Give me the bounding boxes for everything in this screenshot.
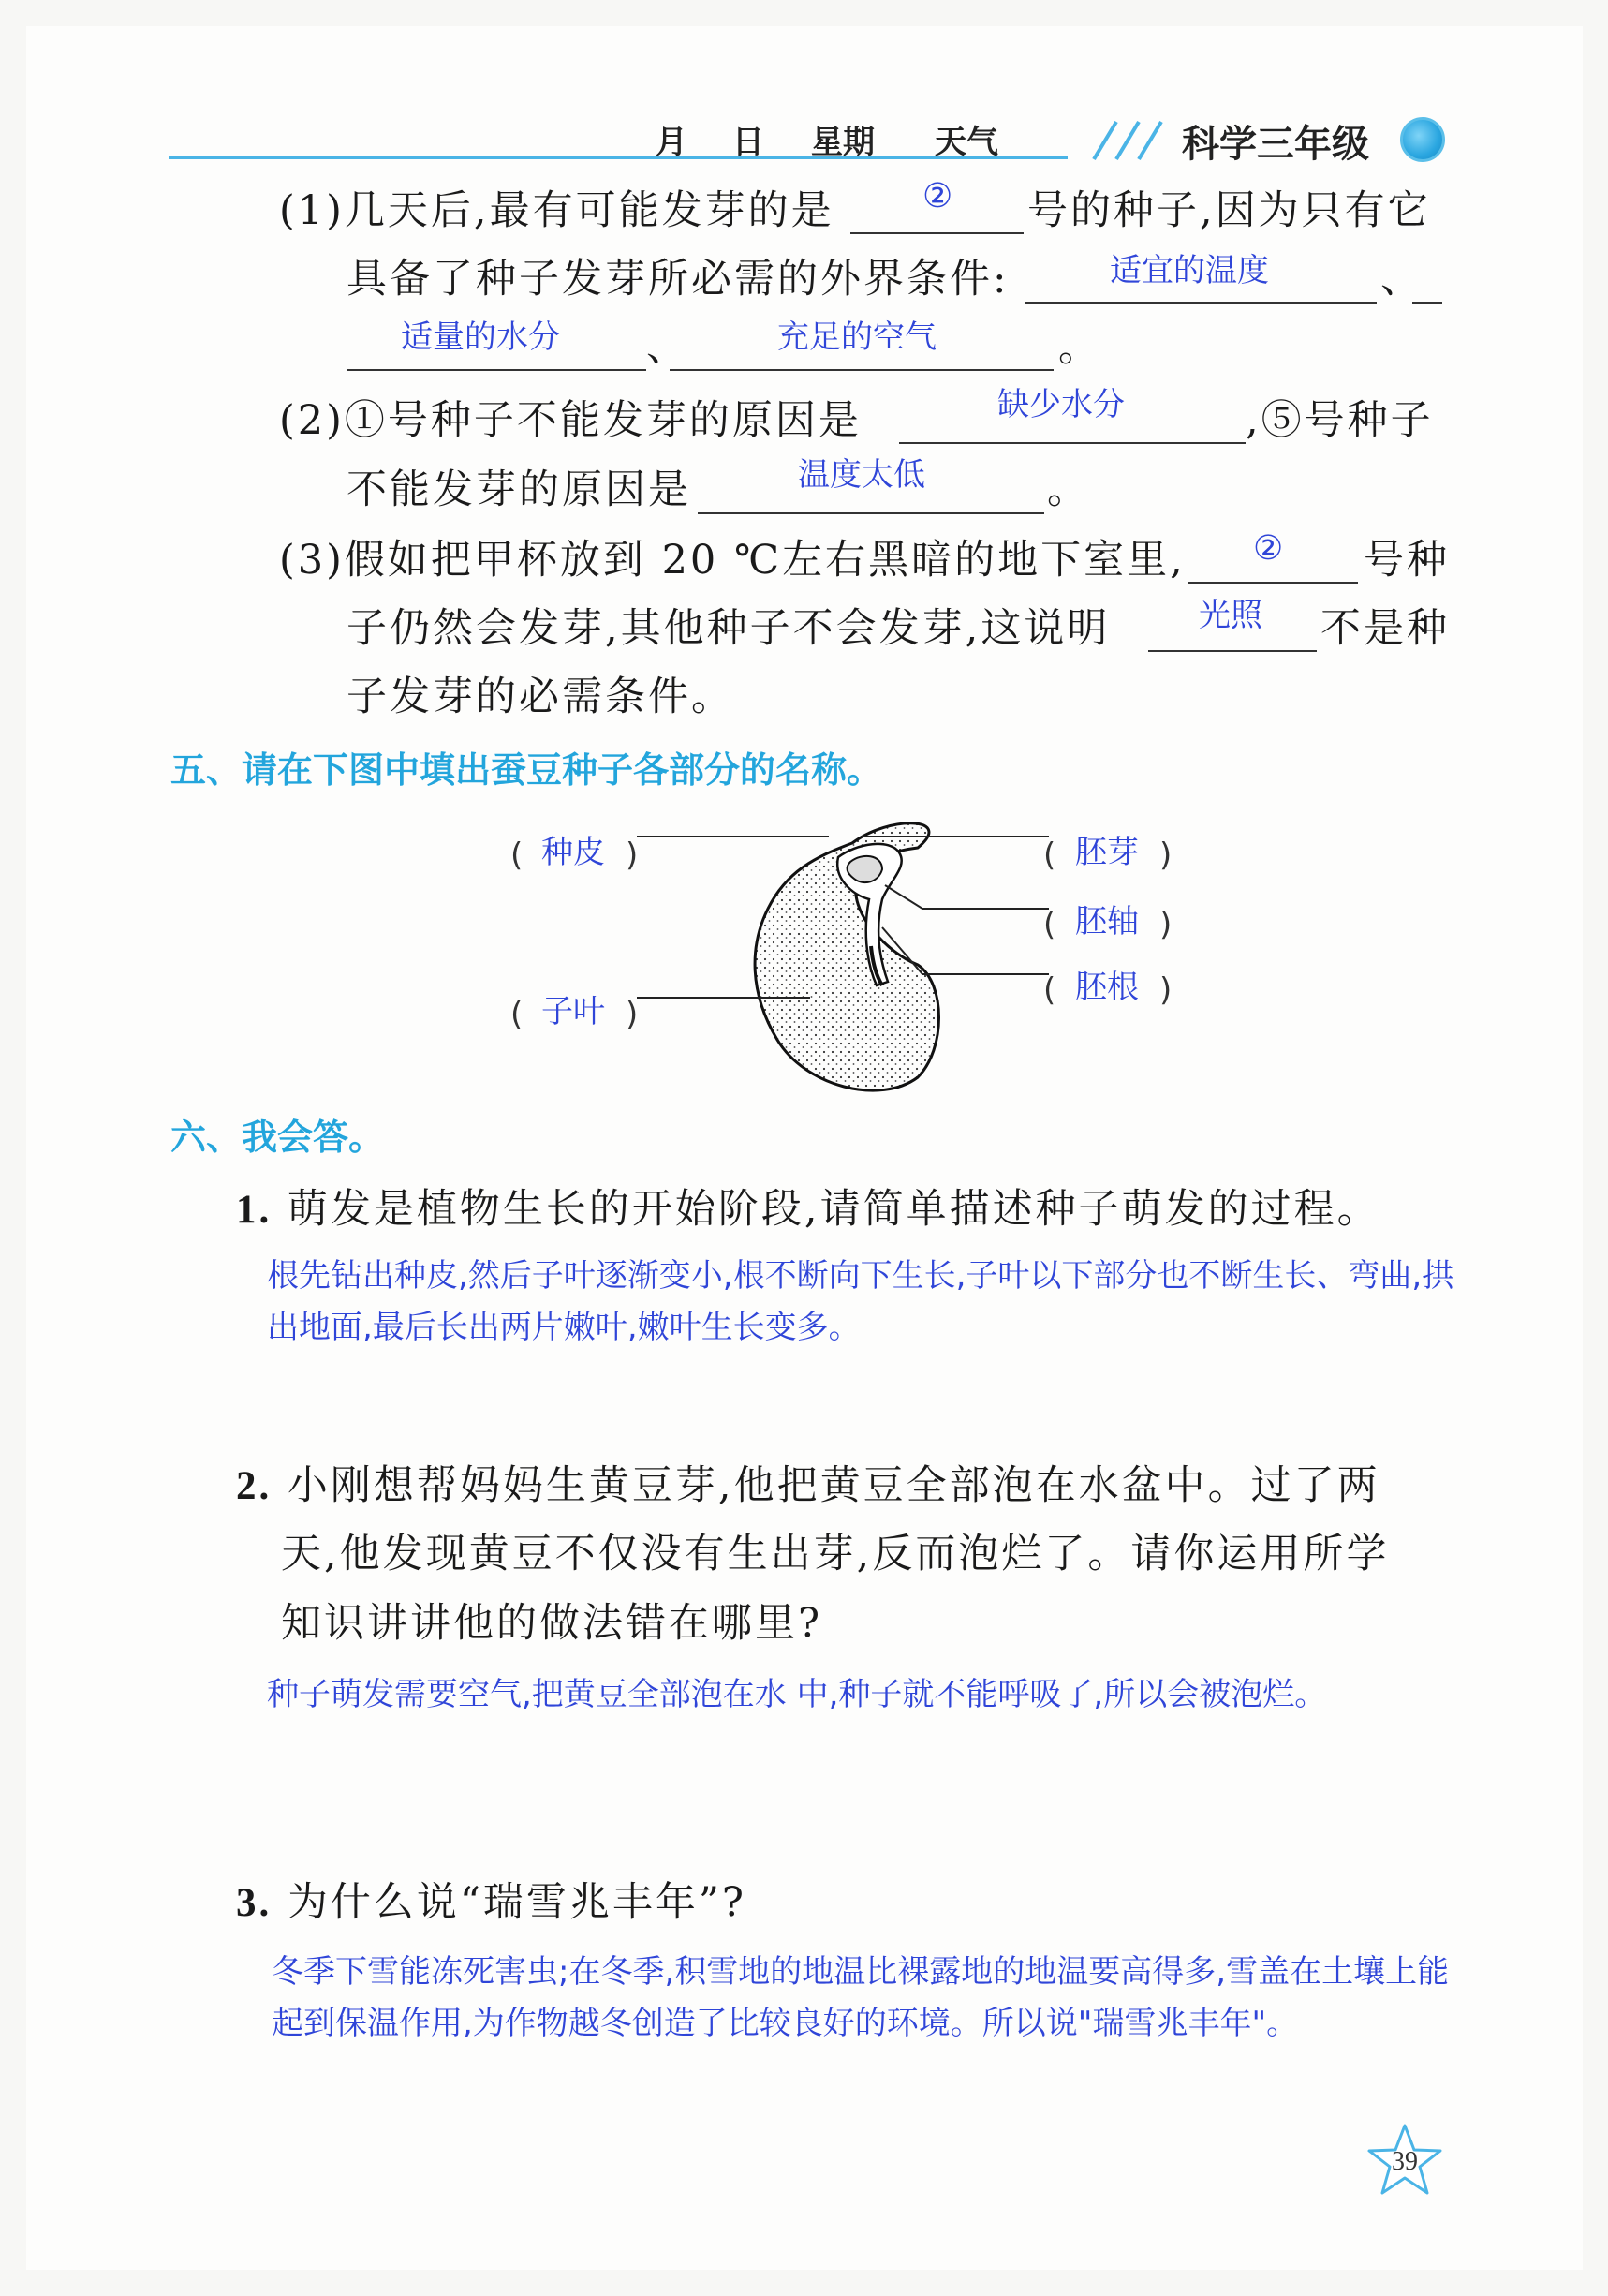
p6-q2-line3: 知识讲讲他的做法错在哪里? — [281, 1600, 823, 1647]
label-cotyledon-close: ) — [626, 996, 639, 1033]
label-radicle-open: ( — [1043, 971, 1056, 1009]
label-hypocotyl: 胚轴 — [1075, 903, 1139, 941]
part6-title: 六、我会答。 — [170, 1117, 385, 1158]
q3-blank-seed — [1188, 580, 1358, 584]
q3-blank-factor — [1148, 648, 1317, 652]
p6-q2-line1-text: 小刚想帮妈妈生黄豆芽,他把黄豆全部泡在水盆中。过了两 — [287, 1462, 1380, 1509]
leader-hypocotyl — [885, 885, 1049, 909]
p6-q2-line2: 天,他发现黄豆不仅没有生出芽,反而泡烂了。请你运用所学 — [281, 1531, 1390, 1578]
q3-line3: 子发芽的必需条件。 — [347, 674, 734, 720]
p6-q1-question — [236, 1186, 1380, 1233]
q1-line2-sep: 、 — [1380, 256, 1424, 303]
q3-line1-prefix: (3)假如把甲杯放到 20 ℃左右黑暗的地下室里, — [279, 537, 1186, 584]
p6-q2-line1 — [236, 1462, 1380, 1509]
p6-q1-text: 萌发是植物生长的开始阶段,请简单描述种子萌发的过程。 — [287, 1186, 1380, 1233]
p6-q3-number: 3. — [236, 1881, 273, 1925]
label-seed-coat-close: ) — [626, 837, 639, 874]
q1-answer-seed: ② — [922, 177, 953, 215]
q2-blank-reason5 — [698, 511, 1044, 514]
p6-q2-number: 2. — [236, 1464, 273, 1508]
label-radicle: 胚根 — [1075, 969, 1139, 1006]
q1-blank-cond2-start — [1412, 300, 1442, 304]
q2-answer-reason1: 缺少水分 — [997, 386, 1125, 423]
p6-q1-number: 1. — [236, 1188, 273, 1232]
q1-line2-prefix: 具备了种子发芽所必需的外界条件: — [347, 256, 1010, 303]
q1-answer-cond3: 充足的空气 — [777, 318, 937, 356]
label-hypocotyl-close: ) — [1159, 906, 1173, 943]
q1-line3-sep: 、 — [646, 324, 689, 371]
p6-q3-question — [236, 1879, 746, 1926]
page-number: 39 — [1392, 2147, 1418, 2176]
p6-q2-answer: 种子萌发需要空气,把黄豆全部泡在水 中,种子就不能呼吸了,所以会被泡烂。 — [267, 1676, 1327, 1713]
q1-answer-cond2: 适量的水分 — [401, 318, 560, 356]
header-slash-decor — [1086, 118, 1171, 161]
label-plumule-open: ( — [1043, 837, 1056, 874]
q1-line1-prefix: (1)几天后,最有可能发芽的是 — [279, 187, 834, 234]
header-subject: 科学三年级 — [1182, 123, 1369, 166]
q3-line1-suffix: 号种 — [1364, 537, 1450, 584]
p6-q3-text: 为什么说“瑞雪兆丰年”? — [287, 1879, 746, 1926]
label-cotyledon: 子叶 — [541, 993, 605, 1030]
q3-line2-prefix: 子仍然会发芽,其他种子不会发芽,这说明 — [347, 605, 1111, 652]
q2-answer-reason5: 温度太低 — [798, 456, 925, 494]
label-hypocotyl-open: ( — [1043, 906, 1056, 943]
header-month: 月 — [656, 124, 687, 161]
label-seed-coat: 种皮 — [541, 834, 605, 871]
label-plumule-close: ) — [1159, 837, 1173, 874]
header-day: 日 — [732, 124, 764, 161]
q3-answer-factor: 光照 — [1199, 597, 1262, 634]
q2-blank-reason1 — [899, 440, 1246, 444]
q1-answer-cond1: 适宜的温度 — [1110, 252, 1269, 289]
q1-line1-suffix: 号的种子,因为只有它 — [1027, 187, 1431, 234]
label-cotyledon-open: ( — [510, 996, 524, 1033]
label-plumule: 胚芽 — [1075, 834, 1139, 871]
q1-blank-cond2 — [347, 367, 646, 371]
header-circle-icon — [1400, 117, 1445, 162]
header-weather: 天气 — [935, 124, 998, 161]
q2-line2-end: 。 — [1047, 467, 1090, 513]
q1-blank-seed — [850, 230, 1024, 234]
q2-line2-prefix: 不能发芽的原因是 — [347, 467, 691, 513]
label-seed-coat-open: ( — [510, 837, 524, 874]
p6-q3-answer: 冬季下雪能冻死害虫;在冬季,积雪地的地温比裸露地的地温要高得多,雪盖在土壤上能起到保温作用,为作物越冬创造了比较良好的环境。所以说"瑞雪兆丰年"。 — [272, 1953, 1450, 2042]
q2-line1-suffix: ,⑤号种子 — [1246, 397, 1434, 444]
q1-blank-cond1 — [1025, 300, 1377, 304]
label-radicle-close: ) — [1159, 971, 1173, 1009]
part5-title: 五、请在下图中填出蚕豆种子各部分的名称。 — [170, 749, 883, 791]
q1-blank-cond3 — [670, 367, 1054, 371]
header-rule — [169, 156, 1068, 159]
q1-line3-end: 。 — [1058, 324, 1101, 371]
q2-line1-prefix: (2)①号种子不能发芽的原因是 — [279, 397, 862, 444]
q3-answer-seed: ② — [1253, 529, 1284, 568]
p6-q1-answer: 根先钻出种皮,然后子叶逐渐变小,根不断向下生长,子叶以下部分也不断生长、弯曲,拱出地面,最后长出两片嫩叶,嫩叶生长变多。 — [267, 1257, 1454, 1346]
q3-line2-suffix: 不是种 — [1320, 605, 1450, 652]
header-weekday: 星期 — [811, 124, 875, 161]
